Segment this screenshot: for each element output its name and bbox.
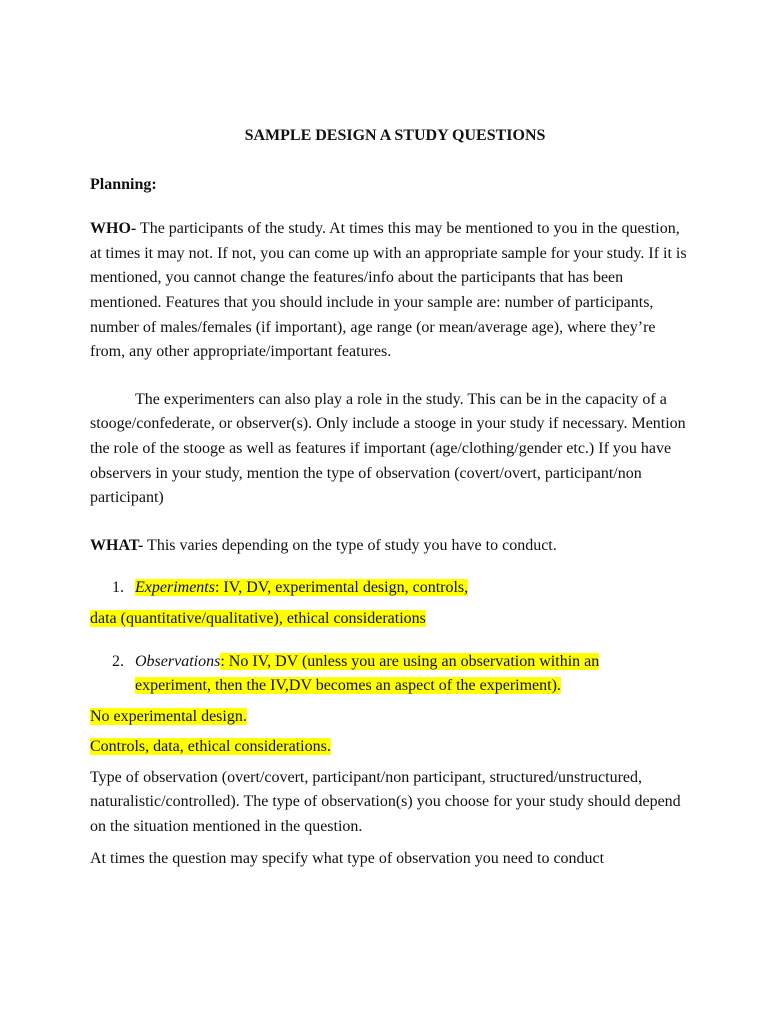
who-text: The participants of the study. At times this may be mentioned to you in the question, at times it may not. If not, you can come up with an appropriate sample for your study. If it is mentioned, you cannot change the features/info about the participants that has been mentioned. Features that you should include in your sample are: number of participants, number of males/females (if important), age range (or mean/average age), where they’re from, any other appropriate/important features. xyxy=(90,220,687,361)
list-item-observations xyxy=(112,650,690,699)
list-item-experiments xyxy=(112,576,690,601)
who-paragraph xyxy=(90,217,690,365)
experimenters-paragraph: The experimenters can also play a role in the study. This can be in the capacity of a stooge/confederate, or observer(s). Only include a stooge in your study if necessary. Mention the role of the stooge as well as features if important (age/clothing/gender etc.) If you have observers in your study, mention the type of observation (covert/overt, participant/non participant) xyxy=(90,390,686,507)
document-title: SAMPLE DESIGN A STUDY QUESTIONS xyxy=(244,127,546,144)
what-text: This varies depending on the type of study you have to conduct. xyxy=(143,536,557,554)
experiments-term: Experiments xyxy=(135,579,215,597)
final-line: At times the question may specify what type of observation you need to conduct xyxy=(90,849,605,867)
list-number: 2. xyxy=(112,652,124,670)
what-label: WHAT- xyxy=(90,536,144,554)
experiments-rest: : IV, DV, experimental design, controls, xyxy=(214,579,469,597)
what-paragraph xyxy=(90,534,690,559)
planning-heading: Planning: xyxy=(90,175,157,193)
observations-continuation-1: No experimental design. xyxy=(90,707,247,725)
experiments-highlight xyxy=(135,579,468,596)
experiments-continuation: data (quantitative/qualitative), ethical considerations xyxy=(90,609,426,627)
observation-types-paragraph: Type of observation (overt/covert, participant/non participant, structured/unstructured, naturalistic/controlled). The type of observation(s) you choose for your study should depend on the situation mentioned in the question. xyxy=(90,768,681,836)
observations-rest: : No IV, DV (unless you are using an observation within an experiment, then the IV,DV becomes an aspect of the experiment). xyxy=(135,652,600,695)
document-page xyxy=(90,124,690,871)
observations-term: Observations xyxy=(135,652,221,670)
list-number: 1. xyxy=(112,579,124,597)
who-label: WHO- xyxy=(90,220,137,238)
observations-continuation-2: Controls, data, ethical considerations. xyxy=(90,738,331,756)
